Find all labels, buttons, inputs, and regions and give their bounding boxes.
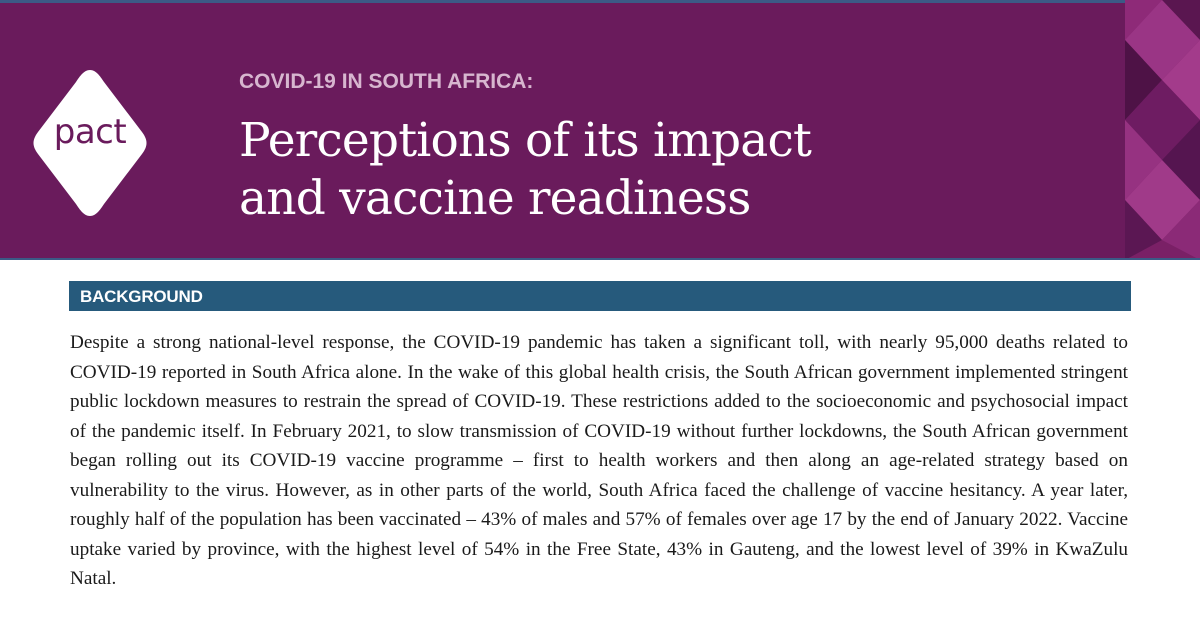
banner-bottom-rule	[0, 258, 1200, 260]
title-line-1: Perceptions of its impact	[239, 113, 812, 168]
logo-wordmark: pact	[53, 112, 127, 152]
decorative-triangle-pattern	[1125, 0, 1200, 260]
section-header-bar	[69, 281, 1131, 311]
section-title: BACKGROUND	[80, 287, 203, 306]
background-paragraph: Despite a strong national-level response, the COVID-19 pandemic has taken a significant toll, with nearly 95,000 deaths related to COVID-19 reported in South Africa alone. In the wake of this global health crisis, the South African government implemented stringent public lockdown measures to restrain the spread of COVID-19. These restrictions added to the socioeconomic and psychosocial impact of the pandemic itself. In February 2021, to slow transmission of COVID-19 without further lockdowns, the South African government began rolling out its COVID-19 vaccine programme – first to health workers and then along an age-related strategy based on vulnerability to the virus. However, as in other parts of the world, South Africa faced the challenge of vaccine hesitancy. A year later, roughly half of the population has been vaccinated – 43% of males and 57% of females over age 17 by the end of January 2022. Vaccine uptake varied by province, with the highest level of 54% in the Free State, 43% in Gauteng, and the lowest level of 39% in KwaZulu Natal.	[70, 332, 1128, 589]
banner-top-rule	[0, 0, 1200, 3]
header-kicker: COVID-19 IN SOUTH AFRICA:	[239, 70, 534, 93]
page-title	[239, 112, 1099, 228]
title-line-2: and vaccine readiness	[239, 171, 751, 226]
header-banner	[0, 0, 1200, 260]
